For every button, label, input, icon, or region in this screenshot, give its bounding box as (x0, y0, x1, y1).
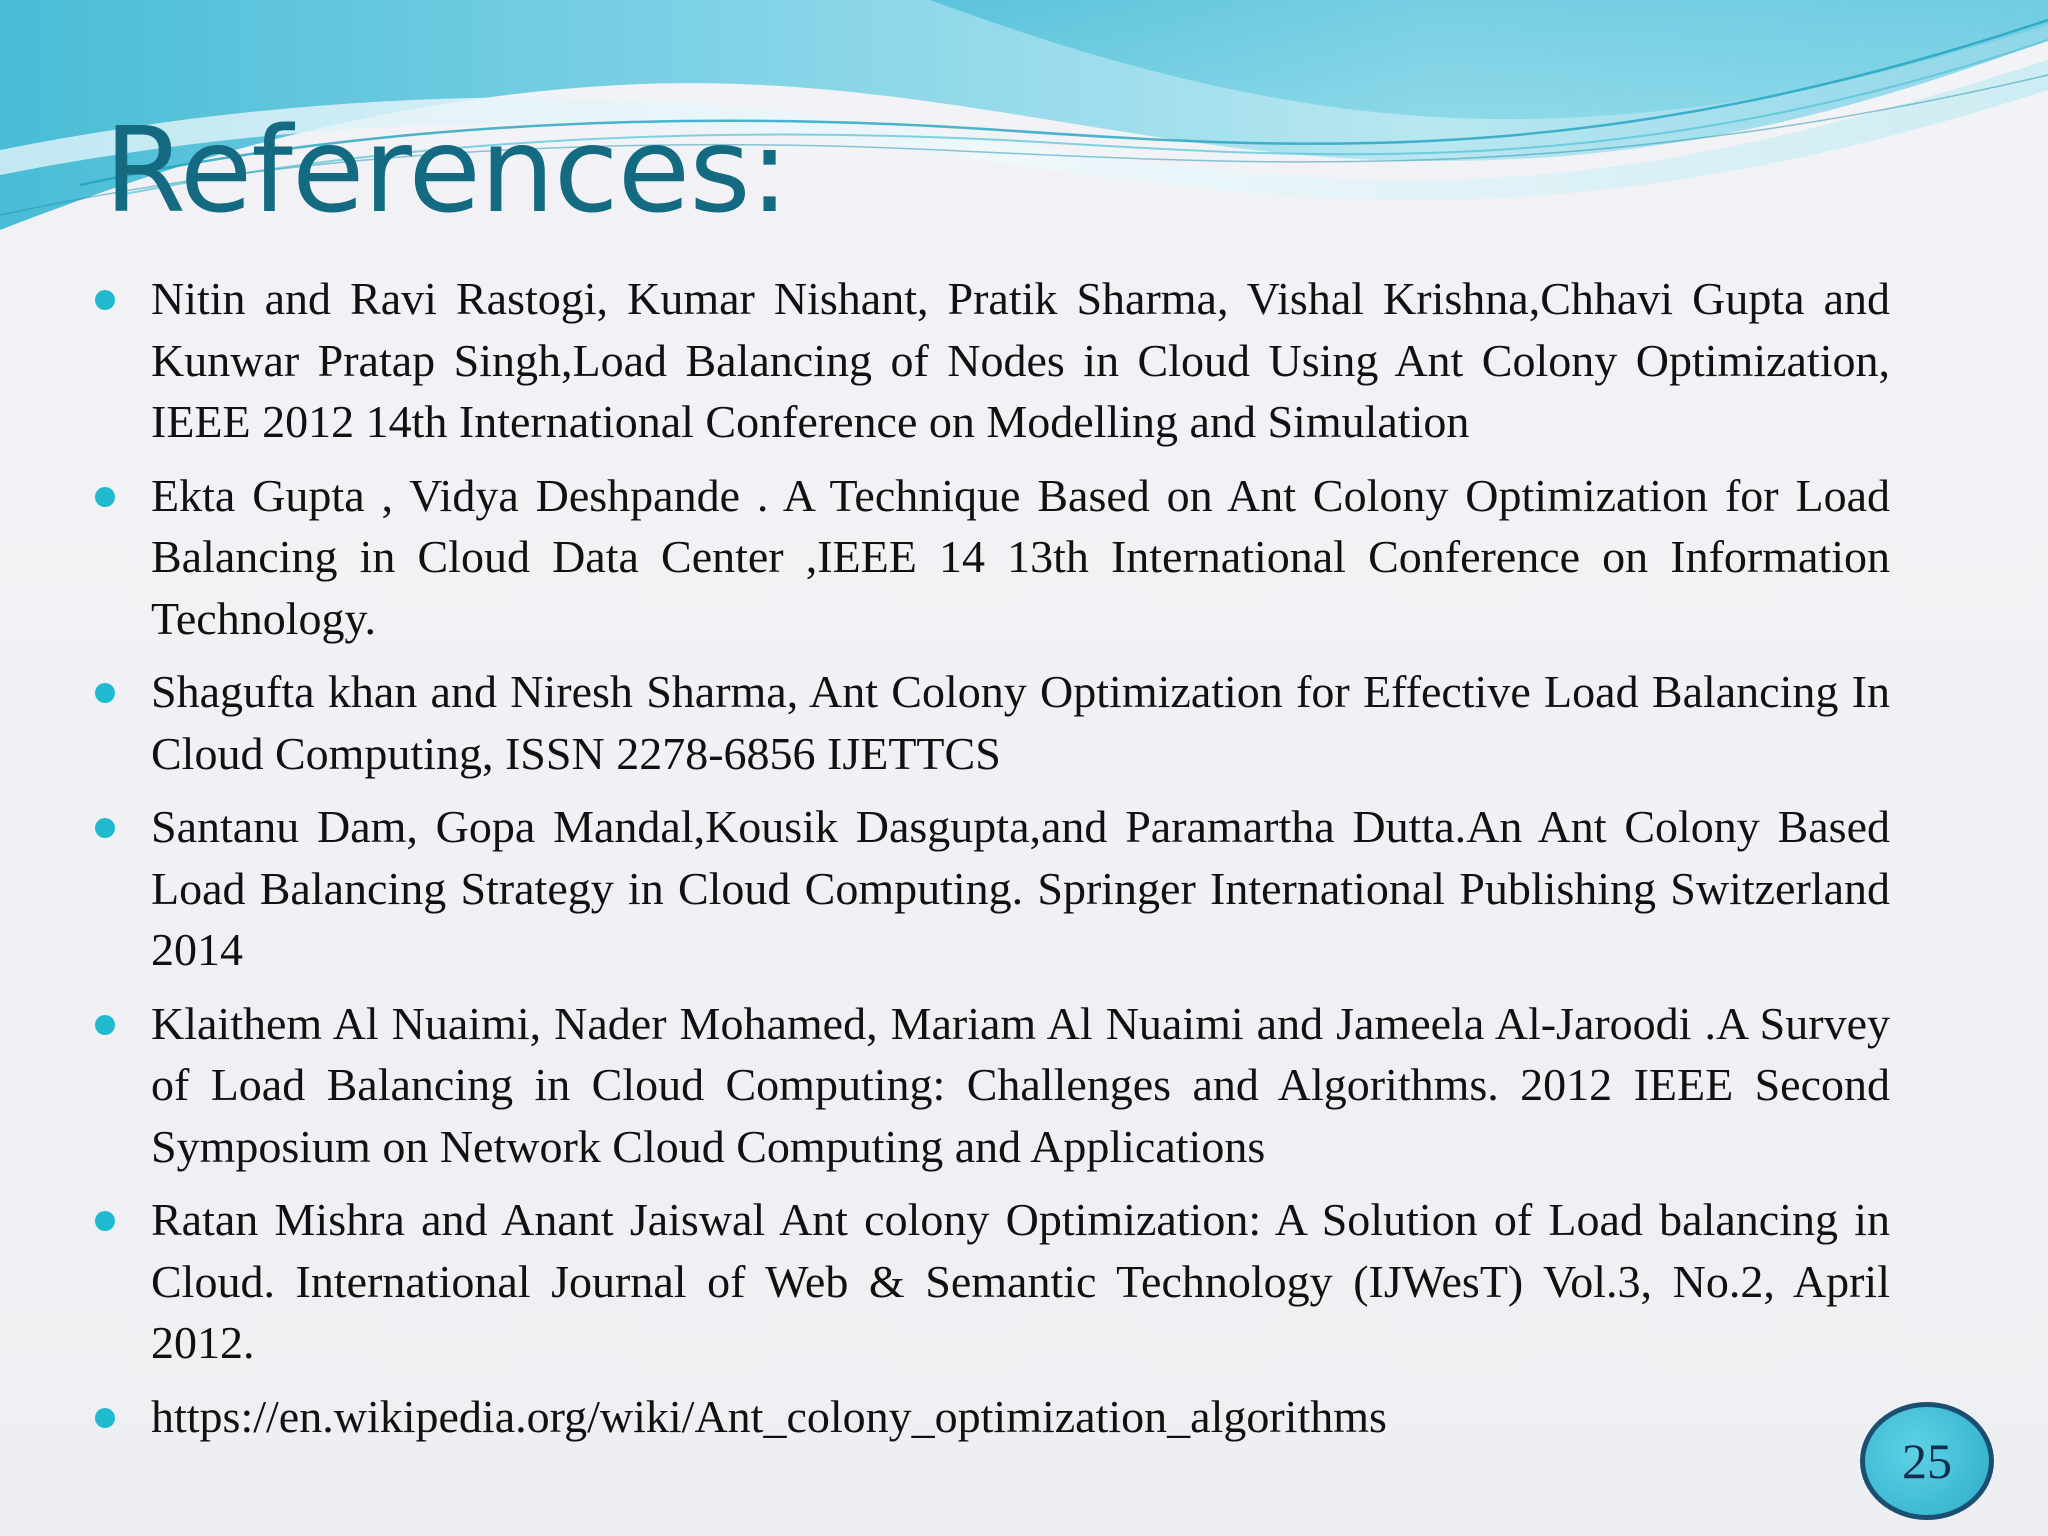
reference-list (95, 268, 1890, 1459)
page-number-badge (1860, 1402, 1994, 1520)
bullet-icon (95, 818, 115, 838)
bullet-icon (95, 683, 115, 703)
bullet-icon (95, 1211, 115, 1231)
reference-text: Ekta Gupta , Vidya Deshpande . A Technique Based on Ant Colony Optimization for Load Balancing in Cloud Data Center ,IEEE 14 13th International Conference on Information Technology. (151, 469, 1890, 644)
reference-item (95, 465, 1890, 650)
reference-link-text: https://en.wikipedia.org/wiki/Ant_colony_optimization_algorithms (151, 1390, 1387, 1442)
reference-item (95, 268, 1890, 453)
reference-text: Nitin and Ravi Rastogi, Kumar Nishant, Pratik Sharma, Vishal Krishna,Chhavi Gupta and Kunwar Pratap Singh,Load Balancing of Nodes in Cloud Using Ant Colony Optimization, IEEE 2012 14th International Conference on Modelling and Simulation (151, 273, 1890, 447)
reference-item (95, 796, 1890, 981)
page-number: 25 (1902, 1433, 1952, 1489)
bullet-icon (95, 290, 115, 310)
reference-item (95, 1189, 1890, 1374)
reference-text: Santanu Dam, Gopa Mandal,Kousik Dasgupta,and Paramartha Dutta.An Ant Colony Based Load Balancing Strategy in Cloud Computing. Springer International Publishing Switzerland 2014 (151, 801, 1890, 975)
reference-text: Klaithem Al Nuaimi, Nader Mohamed, Mariam Al Nuaimi and Jameela Al-Jaroodi .A Survey of Load Balancing in Cloud Computing: Challenges and Algorithms. 2012 IEEE Second Symposium on Network Cloud Computing and Applications (151, 997, 1890, 1172)
bullet-icon (95, 1408, 115, 1428)
slide-title: References: (104, 101, 789, 239)
reference-text: Shagufta khan and Niresh Sharma, Ant Colony Optimization for Effective Load Balancing In Cloud Computing, ISSN 2278-6856 IJETTCS (151, 666, 1890, 779)
bullet-icon (95, 487, 115, 507)
reference-text: Ratan Mishra and Anant Jaiswal Ant colony Optimization: A Solution of Load balancing in Cloud. International Journal of Web & Semantic Technology (IJWesT) Vol.3, No.2, April 2012. (151, 1194, 1890, 1368)
reference-item (95, 1386, 1890, 1448)
bullet-icon (95, 1015, 115, 1035)
reference-item (95, 993, 1890, 1178)
reference-item (95, 661, 1890, 784)
